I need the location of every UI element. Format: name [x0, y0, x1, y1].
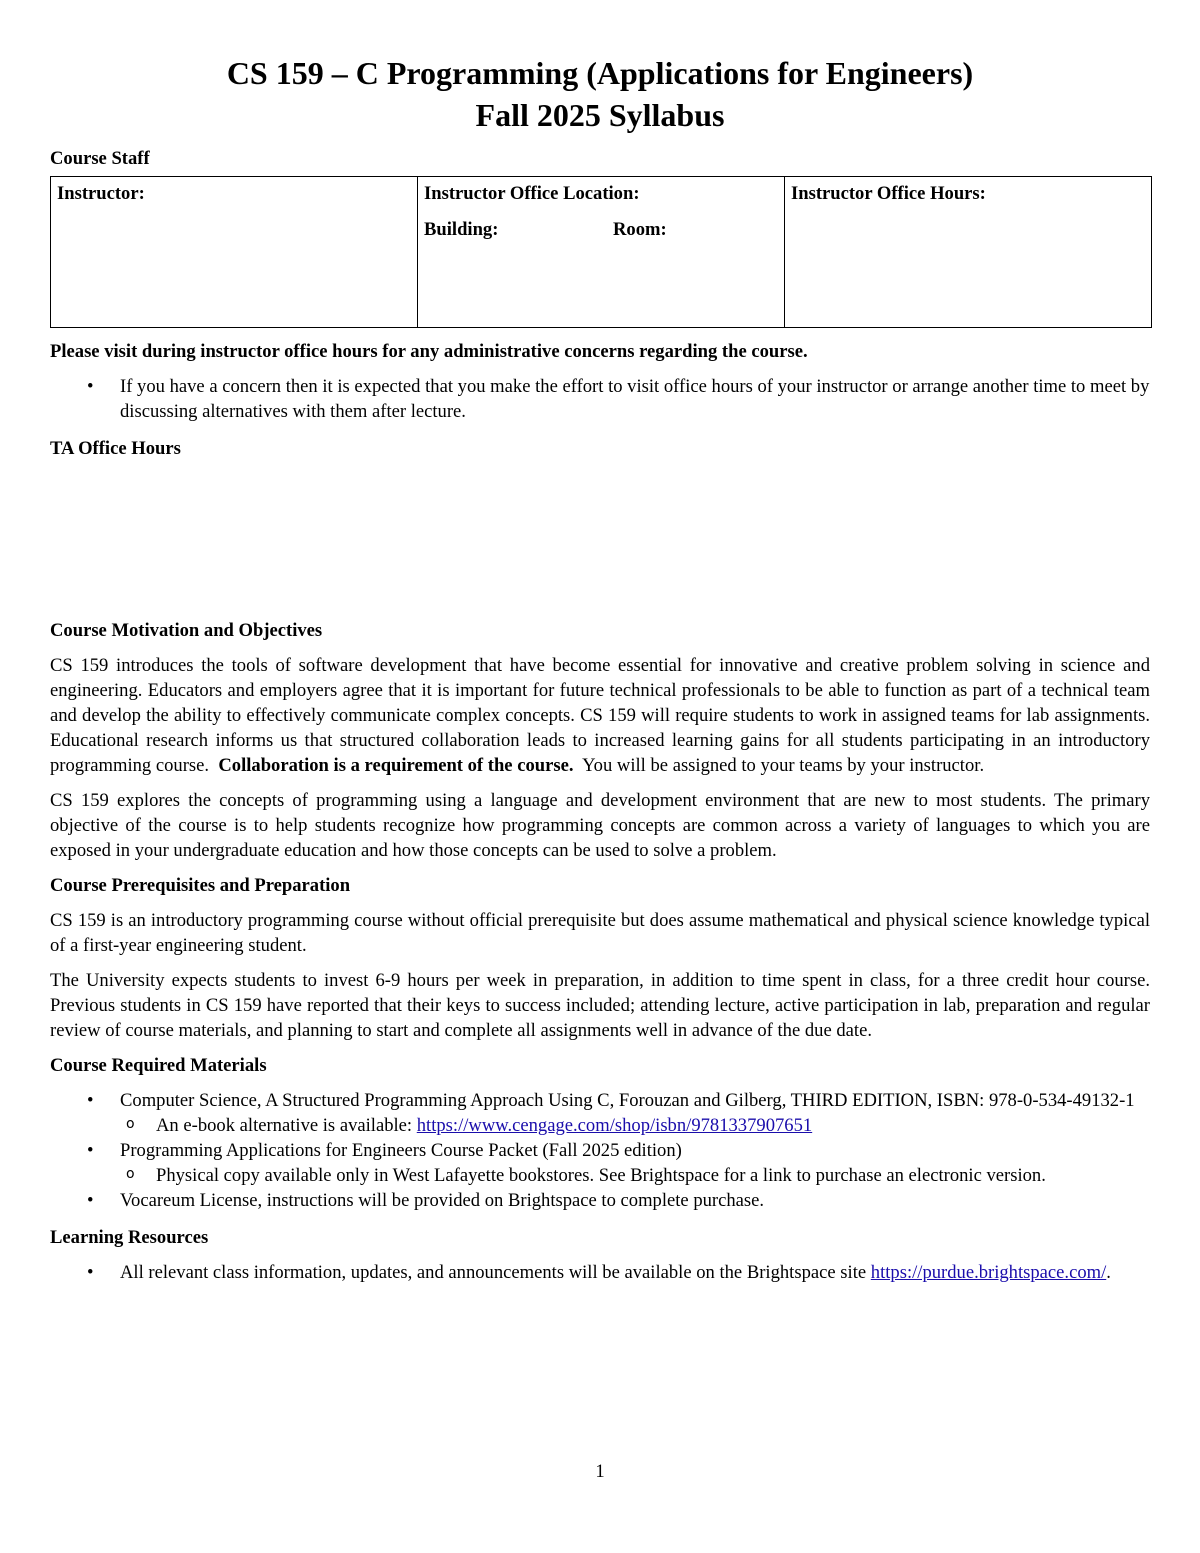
motivation-heading: Course Motivation and Objectives — [50, 620, 323, 641]
office-location-label: Instructor Office Location: — [424, 183, 640, 204]
list-item — [50, 1138, 1150, 1188]
motivation-p1-text: CS 159 introduces the tools of software development that have become essential for innovative and creative problem solving in science and engineering. Educators and employers agree that it is important for future technical professionals to be able to function as part of a technical team and develop the ability to effectively communicate complex concepts. CS 159 will require students to work in assigned teams for lab assignments. Educational research informs us that structured collaboration leads to increased learning gains for all students participating in an introductory programming course. — [50, 655, 1150, 776]
prereq-paragraph-2: The University expects students to invest 6-9 hours per week in preparation, in addition to time spent in class, for a three credit hour course. Previous students in CS 159 have reported that their keys to success included; attending lecture, active participation in lab, preparation and regular review of course materials, and planning to start and complete all assignments well in advance of the due date. — [50, 970, 1150, 1041]
office-hours-label: Instructor Office Hours: — [791, 183, 986, 204]
list-item: • Vocareum License, instructions will be provided on Brightspace to complete purchase. — [50, 1188, 1150, 1213]
learning-resources-heading: Learning Resources — [50, 1227, 209, 1248]
prereq-paragraph-1: CS 159 is an introductory programming course without official prerequisite but does assume mathematical and physical science knowledge typical of a first-year engineering student. — [50, 910, 1150, 956]
room-label: Room: — [613, 219, 667, 240]
textbook-item: Computer Science, A Structured Programming Approach Using C, Forouzan and Gilberg, THIRD EDITION, ISBN: 978-0-534-49132-1 — [120, 1090, 1135, 1111]
building-label: Building: — [424, 219, 499, 240]
motivation-paragraph-1 — [50, 653, 1150, 778]
brightspace-text: All relevant class information, updates, and announcements will be available on the Brightspace site — [120, 1262, 867, 1283]
admin-notice: Please visit during instructor office hours for any administrative concerns regarding the course. — [50, 341, 808, 362]
syllabus-page — [50, 52, 1150, 1285]
motivation-paragraph-2: CS 159 explores the concepts of programming using a language and development environment that are new to most students. The primary objective of the course is to help students recognize how programming concepts are common across a variety of languages to which you are exposed in your undergraduate education and how those concepts can be used to solve a problem. — [50, 790, 1150, 861]
brightspace-link[interactable]: https://purdue.brightspace.com/ — [870, 1262, 1107, 1283]
list-item — [50, 1260, 1150, 1285]
document-title — [50, 52, 1150, 136]
title-line-1: CS 159 – C Programming (Applications for Engineers) — [226, 55, 974, 91]
motivation-p1-tail: You will be assigned to your teams by your instructor. — [582, 755, 985, 776]
course-packet-sublist — [120, 1163, 1150, 1188]
collaboration-requirement: Collaboration is a requirement of the course. — [218, 755, 574, 776]
ebook-text: An e-book alternative is available: — [156, 1115, 413, 1136]
course-staff-table — [50, 176, 1152, 328]
brightspace-period: . — [1106, 1262, 1111, 1283]
resources-list — [50, 1260, 1150, 1285]
title-line-2: Fall 2025 Syllabus — [475, 97, 725, 133]
office-location-cell — [418, 177, 785, 328]
ebook-link[interactable]: https://www.cengage.com/shop/isbn/9781337907651 — [416, 1115, 813, 1136]
instructor-cell — [51, 177, 418, 328]
course-packet-item: Programming Applications for Engineers Course Packet (Fall 2025 edition) — [120, 1140, 682, 1161]
list-item — [50, 1088, 1150, 1138]
list-item: • If you have a concern then it is expected that you make the effort to visit office hours of your instructor or arrange another time to meet by discussing alternatives with them after lecture. — [50, 374, 1150, 424]
prereq-heading: Course Prerequisites and Preparation — [50, 875, 351, 896]
instructor-label: Instructor: — [57, 183, 145, 204]
list-item — [120, 1113, 1150, 1138]
list-item: o Physical copy available only in West Lafayette bookstores. See Brightspace for a link to purchase an electronic version. — [120, 1163, 1150, 1188]
ta-office-hours-heading: TA Office Hours — [50, 438, 181, 459]
course-staff-heading: Course Staff — [50, 148, 150, 169]
admin-bullet-list — [50, 374, 1150, 424]
page-number: 1 — [595, 1461, 605, 1482]
office-hours-cell — [785, 177, 1152, 328]
materials-heading: Course Required Materials — [50, 1055, 267, 1076]
ta-office-hours-blank — [50, 461, 1150, 618]
textbook-sublist — [120, 1113, 1150, 1138]
materials-list — [50, 1088, 1150, 1213]
